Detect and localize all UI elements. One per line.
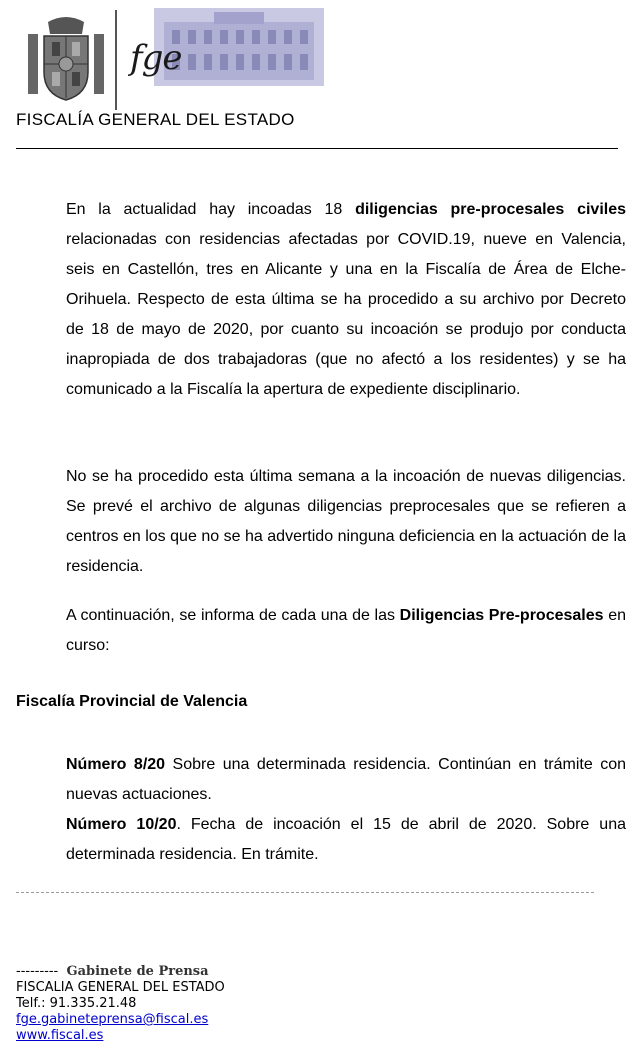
bold-phrase: Diligencias Pre-procesales — [399, 607, 604, 624]
website-link[interactable]: www.fiscal.es — [16, 1028, 104, 1043]
paragraph-intro: En la actualidad hay incoadas 18 diligencias pre-procesales civiles relacionadas con residencias afectadas por COVID.19, nueve en Valencia, seis en Castellón, tres en Alicante y una en la Fiscalía de Área de Elche-Orihuela. Respecto de esta última se ha procedido a su archivo por Decreto de 18 de mayo de 2020, por cuanto su incoación se produjo por conducta inapropiada de dos trabajadoras (que no afectó a los residentes) y se ha comunicado a la Fiscalía la apertura de expediente disciplinario. — [66, 201, 627, 398]
header-rule — [16, 148, 618, 149]
list-item: Número 8/20 Sobre una determinada residencia. Continúan en trámite con nuevas actuaciones. — [66, 756, 626, 803]
dashed-separator — [16, 892, 594, 893]
footer-phone: Telf.: 91.335.21.48 — [16, 996, 137, 1011]
footer-org: FISCALIA GENERAL DEL ESTADO — [16, 980, 225, 995]
coat-of-arms-icon — [26, 16, 106, 102]
bold-phrase: diligencias pre-procesales civiles — [355, 201, 627, 218]
logo-divider — [115, 10, 117, 110]
list-item: Número 10/20. Fecha de incoación el 15 de abril de 2020. Sobre una determinada residencia. En trámite. — [66, 816, 627, 863]
item-number: Número 8/20 — [66, 756, 166, 773]
section-heading: Fiscalía Provincial de Valencia — [16, 693, 248, 710]
page-title: FISCALÍA GENERAL DEL ESTADO — [16, 110, 295, 129]
letterhead — [18, 6, 328, 108]
paragraph-list-intro: A continuación, se informa de cada una de las Diligencias Pre-procesales en curso: — [66, 607, 626, 654]
item-number: Número 10/20 — [66, 816, 177, 833]
footer — [16, 964, 225, 1044]
paragraph-update: No se ha procedido esta última semana a la incoación de nuevas diligencias. Se prevé el archivo de algunas diligencias preprocesales que se refieren a centros en los que no se ha advertido ninguna deficiencia en la actuación de la residencia. — [66, 468, 626, 575]
footer-gabinete-line: --------- Gabinete de Prensa — [16, 964, 209, 979]
fge-logo: fge — [130, 38, 182, 78]
email-link[interactable]: fge.gabineteprensa@fiscal.es — [16, 1012, 209, 1027]
gabinete-label: Gabinete de Prensa — [66, 964, 209, 979]
